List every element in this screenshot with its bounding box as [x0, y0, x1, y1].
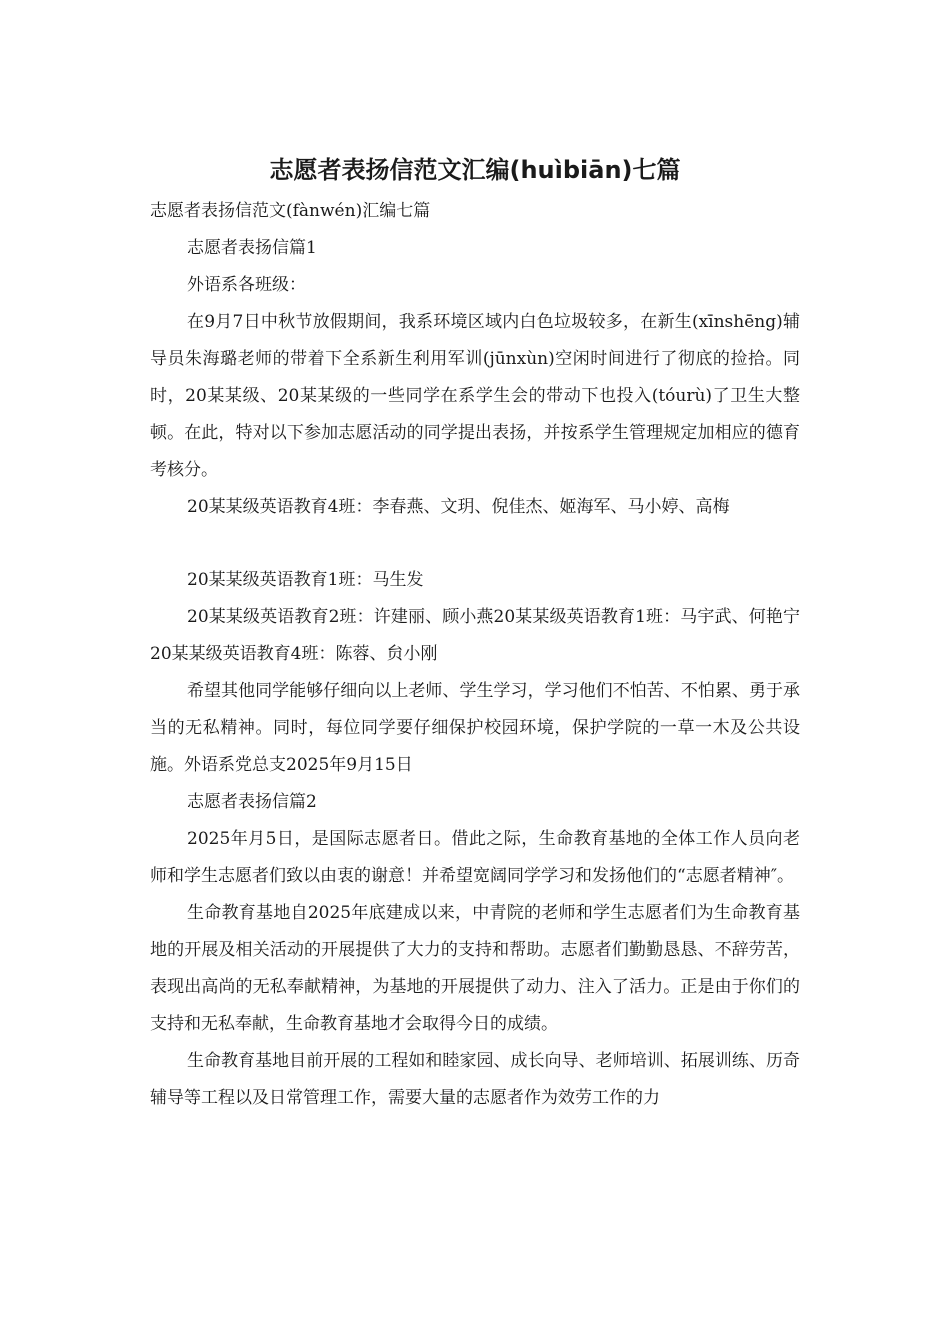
document-title: 志愿者表扬信范文汇编(huìbiān)七篇 — [269, 156, 681, 184]
paragraph: 生命教育基地自2025年底建成以来，中青院的老师和学生志愿者们为生命教育基地的开展及相关活动的开展提供了大力的支持和帮助。志愿者们勤勤恳恳、不辞劳苦，表现出高尚的无私奉献精神，为基地的开展提供了动力、注入了活力。正是由于你们的支持和无私奉献，生命教育基地才会取得今日的成绩。 — [150, 903, 800, 1034]
paragraph: 生命教育基地目前开展的工程如和睦家园、成长向导、老师培训、拓展训练、历奇辅导等工程以及日常管理工作，需要大量的志愿者作为效劳工作的力 — [150, 1051, 800, 1108]
document-subtitle: 志愿者表扬信范文(fànwén)汇编七篇 — [150, 201, 431, 221]
paragraph: 在9月7日中秋节放假期间，我系环境区域内白色垃圾较多，在新生(xīnshēng)辅导员朱海璐老师的带着下全系新生利用军训(jūnxùn)空闲时间进行了彻底的捡拾。同时，20某某级、20某某级的一些同学在系学生会的带动下也投入(tóurù)了卫生大整顿。在此，特对以下参加志愿活动的同学提出表扬，并按系学生管理规定加相应的德育考核分。 — [150, 312, 800, 480]
section-heading-2: 志愿者表扬信篇2 — [187, 792, 317, 812]
document-body — [150, 193, 800, 1117]
section-heading-1: 志愿者表扬信篇1 — [187, 238, 317, 258]
class-list-line: 20某某级英语教育4班：李春燕、文玥、倪佳杰、姬海军、马小婷、高梅 — [187, 497, 730, 517]
class-list-line: 20某某级英语教育1班：马生发 — [187, 570, 424, 590]
paragraph: 希望其他同学能够仔细向以上老师、学生学习，学习他们不怕苦、不怕累、勇于承当的无私精神。同时，每位同学要仔细保护校园环境，保护学院的一草一木及公共设施。外语系党总支2025年9月15日 — [150, 681, 800, 775]
class-list-line: 20某某级英语教育2班：许建丽、顾小燕20某某级英语教育1班：马宇武、何艳宁20某某级英语教育4班：陈蓉、贠小刚 — [150, 607, 800, 664]
salutation: 外语系各班级： — [187, 275, 306, 295]
paragraph: 2025年月5日，是国际志愿者日。借此之际，生命教育基地的全体工作人员向老师和学生志愿者们致以由衷的谢意！并希望宽阔同学学习和发扬他们的“志愿者精神″。 — [150, 829, 800, 886]
